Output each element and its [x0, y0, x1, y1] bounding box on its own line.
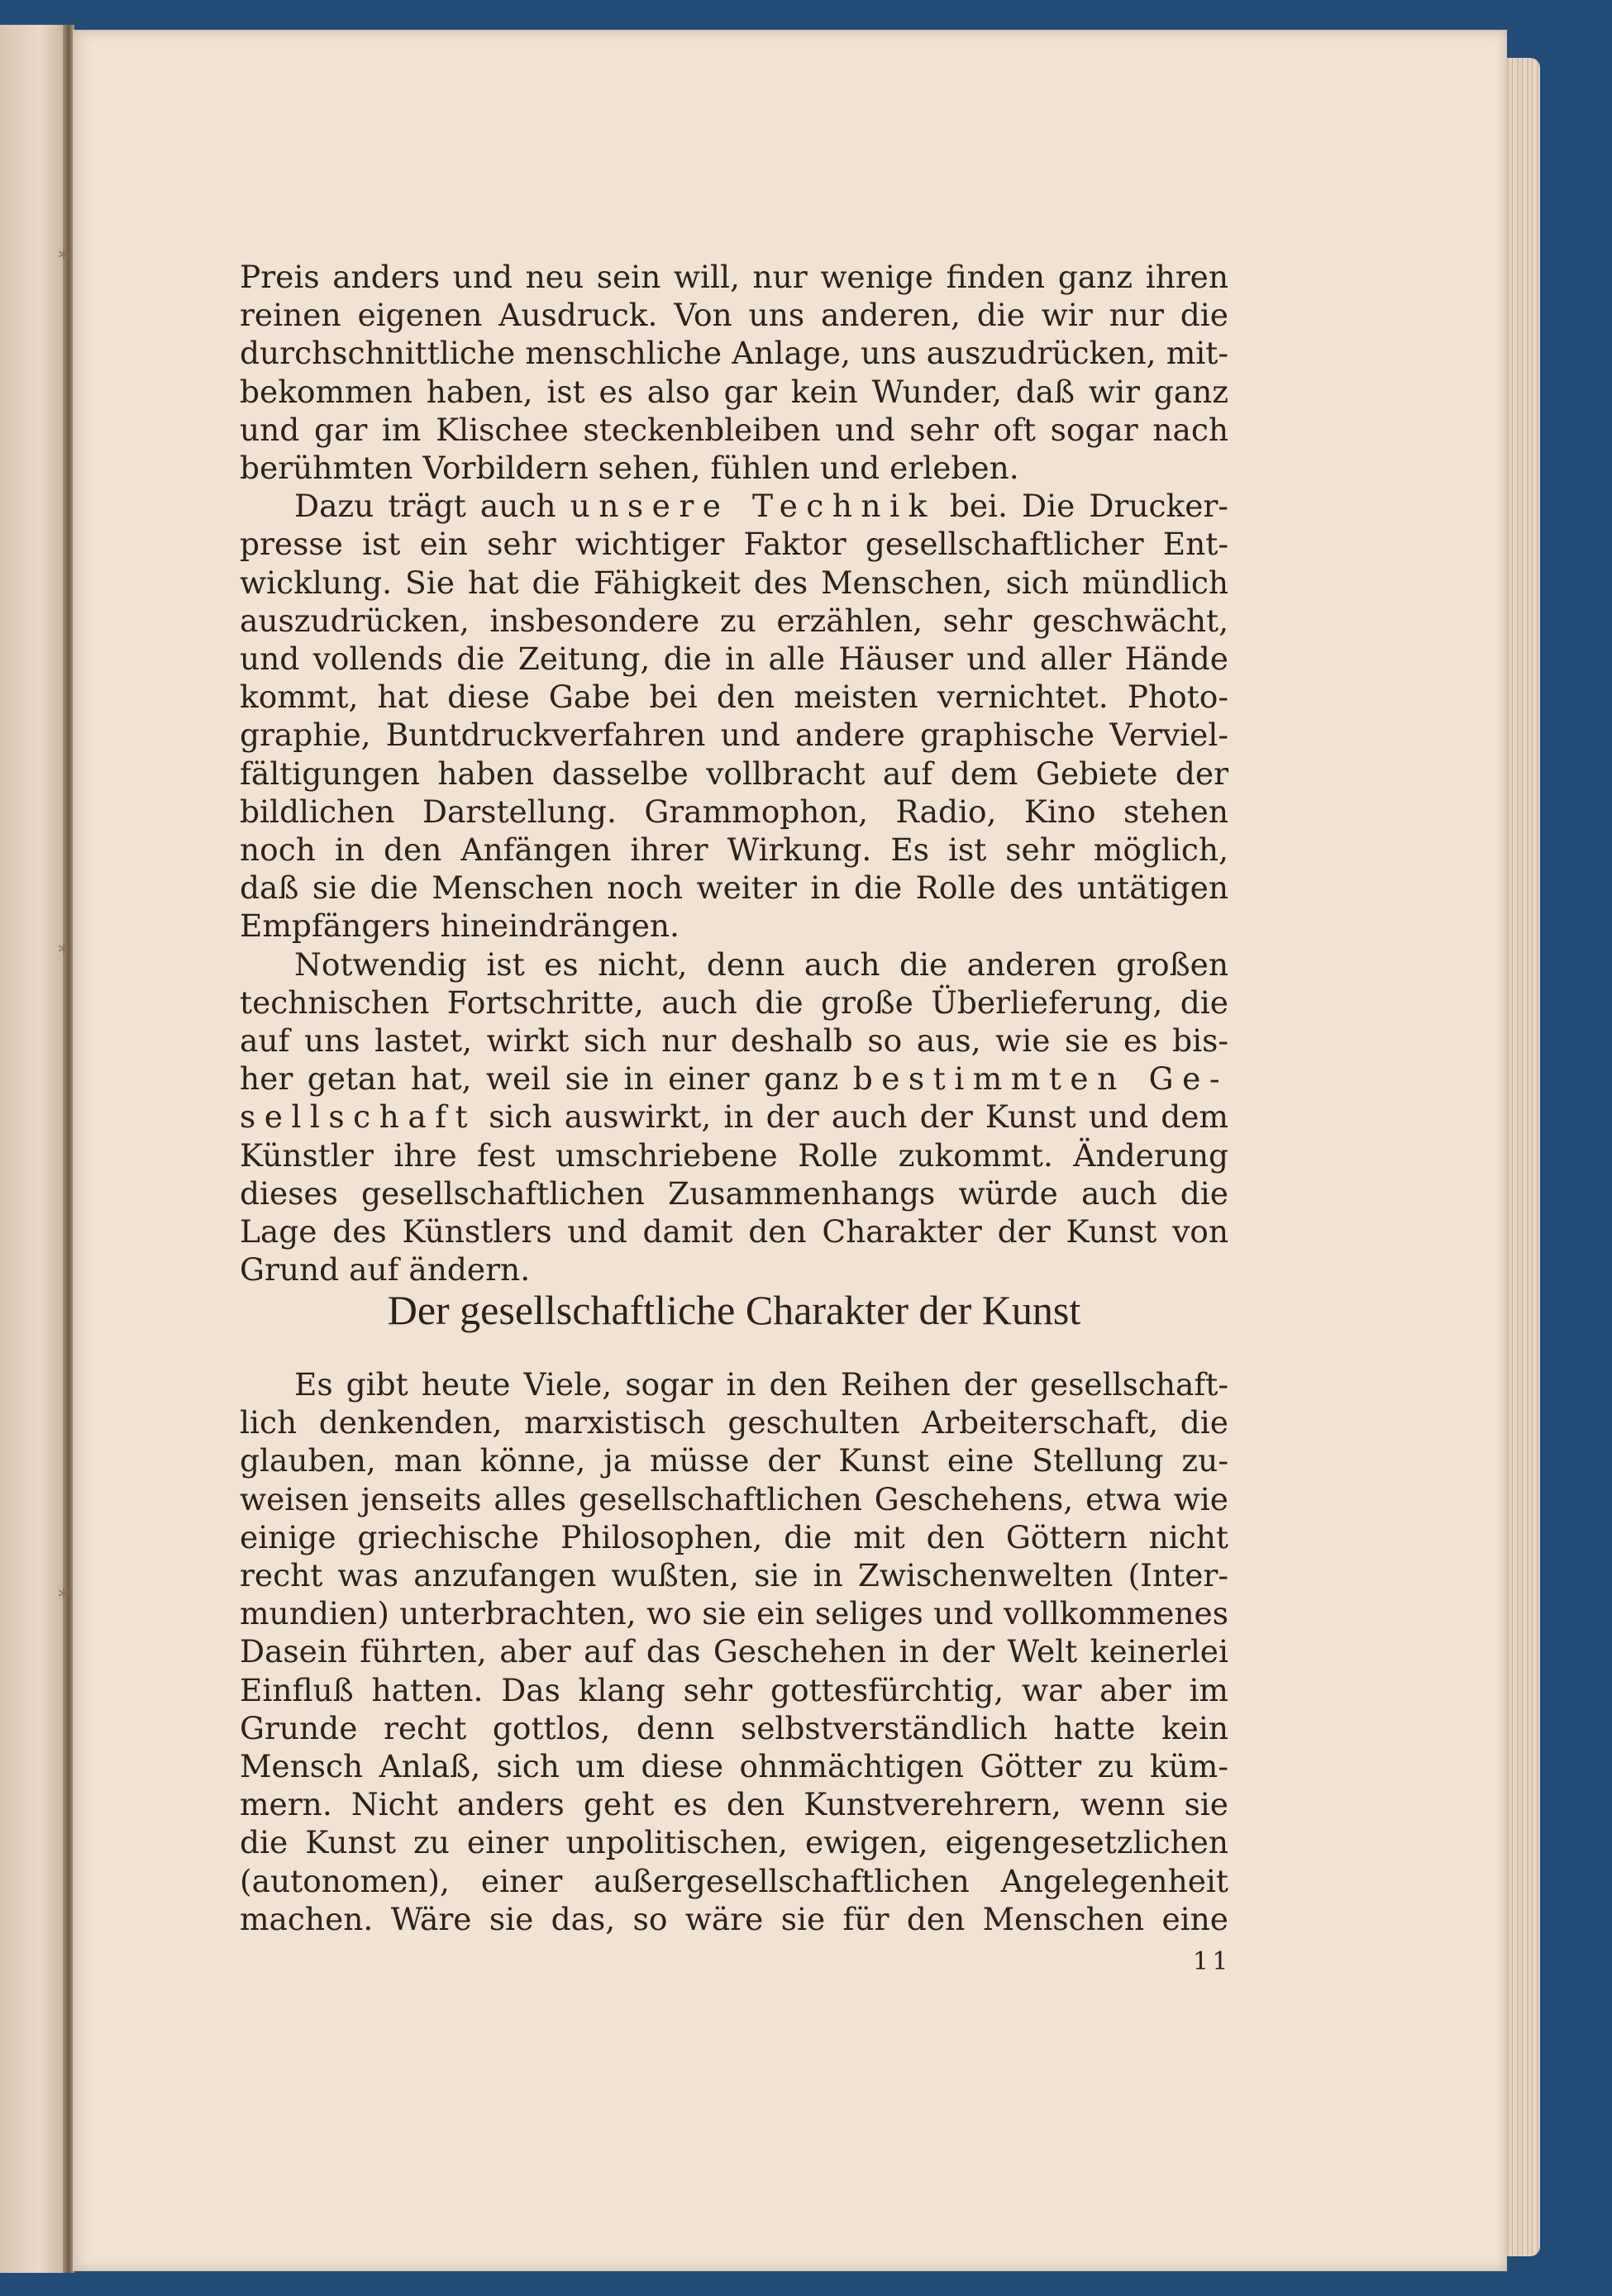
text-line: Grund auf ändern.: [240, 1251, 531, 1289]
text-line-emphasis: [240, 1060, 1228, 1098]
text-line: berühmten Vorbildern sehen, fühlen und erleben.: [240, 450, 1019, 487]
text-line: fältigungen haben dasselbe vollbracht auf dem Gebiete der: [240, 755, 1228, 792]
text-line: auszudrücken, insbesondere zu erzählen, sehr geschwächt,: [240, 602, 1228, 639]
text-line: einige griechische Philosophen, die mit den Göttern nicht: [240, 1518, 1228, 1555]
text-line: mern. Nicht anders geht es den Kunstverehrern, wenn sie: [240, 1786, 1228, 1823]
text-line: mundien) unterbrachten, wo sie ein seliges und vollkommenes: [240, 1595, 1228, 1632]
text-run: sich auswirkt, in der auch der Kunst und dem: [476, 1098, 1228, 1136]
text-line: Lage des Künstlers und damit den Charakter der Kunst von: [240, 1213, 1228, 1250]
text-line: technischen Fortschritte, auch die große Überlieferung, die: [240, 984, 1228, 1021]
text-line: und vollends die Zeitung, die in alle Häuser und aller Hände: [240, 641, 1228, 678]
text-line: und gar im Klischee steckenbleiben und sehr oft sogar nach: [240, 411, 1228, 448]
emphasized-spaced-text: unsere Technik: [570, 488, 936, 525]
page-number: 11: [1192, 1947, 1232, 1976]
text-line: Mensch Anlaß, sich um diese ohnmächtigen Götter zu küm-: [240, 1748, 1228, 1785]
text-line: Preis anders und neu sein will, nur wenige finden ganz ihren: [240, 259, 1228, 295]
text-line: presse ist ein sehr wichtiger Faktor gesellschaftlicher Ent-: [240, 526, 1228, 563]
emphasized-spaced-text: bestimmten Ge-: [852, 1060, 1228, 1098]
text-line-emphasis: [240, 1098, 1228, 1136]
text-line: dieses gesellschaftlichen Zusammenhangs würde auch die: [240, 1174, 1228, 1212]
text-line: kommt, hat diese Gabe bei den meisten vernichtet. Photo-: [240, 679, 1228, 716]
page-edges: [1503, 58, 1540, 2256]
text-line: bekommen haben, ist es also gar kein Wunder, daß wir ganz: [240, 373, 1228, 410]
text-run: Dazu trägt auch: [294, 488, 570, 525]
binding-thread-mark: ⁎: [58, 934, 69, 959]
body-text-top: [240, 258, 1228, 1289]
section-heading: Der gesellschaftliche Charakter der Kunst: [387, 1287, 1081, 1333]
text-line: Grunde recht gottlos, denn selbstverständlich hatte kein: [240, 1709, 1228, 1746]
text-line: Empfängers hineindrängen.: [240, 907, 680, 945]
text-line: recht was anzufangen wußten, sie in Zwischenwelten (Inter-: [240, 1557, 1228, 1594]
text-line: Notwendig ist es nicht, denn auch die anderen großen: [294, 946, 1228, 983]
text-line: daß sie die Menschen noch weiter in die Rolle des untätigen: [240, 869, 1228, 907]
text-line: Dasein führten, aber auf das Geschehen in der Welt keinerlei: [240, 1633, 1228, 1670]
text-line: Künstler ihre fest umschriebene Rolle zukommt. Änderung: [240, 1136, 1228, 1174]
emphasized-spaced-text: sellschaft: [240, 1098, 477, 1136]
binding-thread-mark: ⁎: [58, 240, 69, 264]
text-line: Einfluß hatten. Das klang sehr gottesfürchtig, war aber im: [240, 1671, 1228, 1708]
text-line: die Kunst zu einer unpolitischen, ewigen, eigengesetzlichen: [240, 1824, 1228, 1861]
text-line: durchschnittliche menschliche Anlage, uns auszudrücken, mit-: [240, 335, 1228, 372]
text-line: machen. Wäre sie das, so wäre sie für den Menschen eine: [240, 1900, 1228, 1937]
text-line: glauben, man könne, ja müsse der Kunst eine Stellung zu-: [240, 1442, 1228, 1479]
binding-thread-mark: ⁎: [58, 1579, 69, 1603]
left-page-edge: [0, 25, 66, 2273]
text-line: wicklung. Sie hat die Fähigkeit des Menschen, sich mündlich: [240, 564, 1228, 601]
text-run: her getan hat, weil sie in einer ganz: [240, 1060, 853, 1098]
text-line: auf uns lastet, wirkt sich nur deshalb so aus, wie sie es bis-: [240, 1022, 1228, 1060]
text-line: reinen eigenen Ausdruck. Von uns anderen, die wir nur die: [240, 297, 1228, 334]
text-line: bildlichen Darstellung. Grammophon, Radio, Kino stehen: [240, 793, 1228, 830]
text-line: (autonomen), einer außergesellschaftlichen Angelegenheit: [240, 1862, 1228, 1899]
body-text-bottom: [240, 1365, 1228, 1938]
text-line: graphie, Buntdruckverfahren und andere graphische Verviel-: [240, 717, 1228, 754]
text-line: weisen jenseits alles gesellschaftlichen Geschehens, etwa wie: [240, 1480, 1228, 1517]
text-line: noch in den Anfängen ihrer Wirkung. Es ist sehr möglich,: [240, 831, 1228, 869]
text-run: bei. Die Drucker-: [935, 488, 1228, 525]
text-line: Es gibt heute Viele, sogar in den Reihen der gesellschaft-: [294, 1366, 1228, 1403]
text-line: lich denkenden, marxistisch geschulten Arbeiterschaft, die: [240, 1404, 1228, 1441]
text-line-emphasis: [240, 487, 1228, 525]
